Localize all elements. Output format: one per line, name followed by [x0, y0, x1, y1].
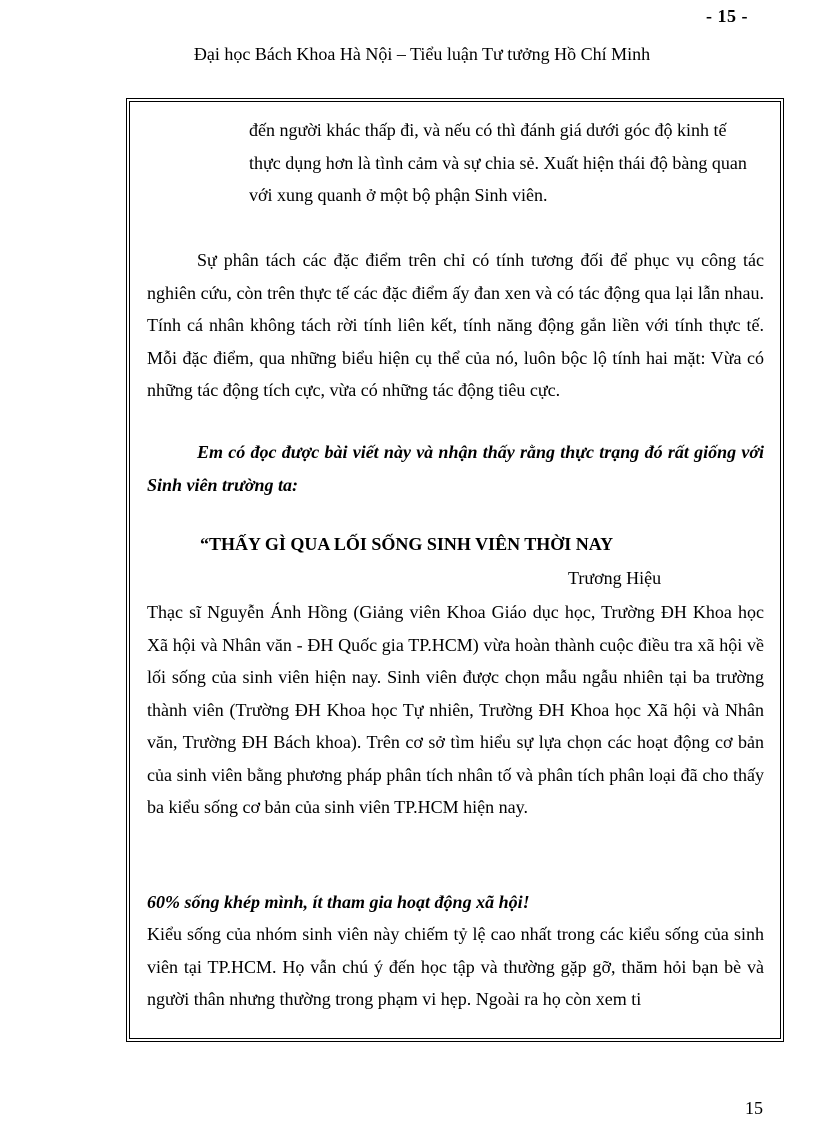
page-header: Đại học Bách Khoa Hà Nội – Tiểu luận Tư tưởng Hồ Chí Minh: [193, 44, 651, 64]
page-number-top: - 15 -: [706, 6, 748, 26]
paragraph-analysis: Sự phân tách các đặc điểm trên chỉ có tính tương đối để phục vụ công tác nghiên cứu, còn trên thực tế các đặc điểm ấy đan xen và có tác động qua lại lẫn nhau. Tính cá nhân không tách rời tính liên kết, tính năng động gắn liền với tính thực tế. Mỗi đặc điểm, qua những biểu hiện cụ thể của nó, luôn bộc lộ tính hai mặt: Vừa có những tác động tích cực, vừa có những tác động tiêu cực.: [147, 250, 764, 400]
article-title: “THẤY GÌ QUA LỐI SỐNG SINH VIÊN THỜI NAY: [200, 534, 614, 554]
paragraph-intro-italic: Em có đọc được bài viết này và nhận thấy rằng thực trạng đó rất giống với Sinh viên trường ta:: [147, 442, 764, 495]
article-author: Trương Hiệu: [568, 568, 662, 588]
paragraph-continuation: đến người khác thấp đi, và nếu có thì đánh giá dưới góc độ kinh tế thực dụng hơn là tình cảm và sự chia sẻ. Xuất hiện thái độ bàng quan với xung quanh ở một bộ phận Sinh viên.: [249, 120, 747, 205]
subheading: 60% sống khép mình, ít tham gia hoạt động xã hội!: [147, 892, 530, 912]
content-frame: [126, 98, 784, 1042]
page-number-bottom: 15: [745, 1098, 763, 1118]
paragraph-lifestyle: Kiểu sống của nhóm sinh viên này chiếm tỷ lệ cao nhất trong các kiểu sống của sinh viên tại TP.HCM. Họ vẫn chú ý đến học tập và thường gặp gỡ, thăm hỏi bạn bè và người thân nhưng thường trong phạm vi hẹp. Ngoài ra họ còn xem ti: [147, 924, 764, 1009]
paragraph-survey: Thạc sĩ Nguyễn Ánh Hồng (Giảng viên Khoa Giáo dục học, Trường ĐH Khoa học Xã hội và Nhân văn - ĐH Quốc gia TP.HCM) vừa hoàn thành cuộc điều tra xã hội về lối sống của sinh viên hiện nay. Sinh viên được chọn mẫu ngẫu nhiên tại ba trường thành viên (Trường ĐH Khoa học Tự nhiên, Trường ĐH Khoa học Xã hội và Nhân văn, Trường ĐH Bách khoa). Trên cơ sở tìm hiểu sự lựa chọn các hoạt động cơ bản của sinh viên bằng phương pháp phân tích nhân tố và phân tích phân loại đã cho thấy ba kiểu sống cơ bản của sinh viên TP.HCM hiện nay.: [147, 602, 764, 817]
